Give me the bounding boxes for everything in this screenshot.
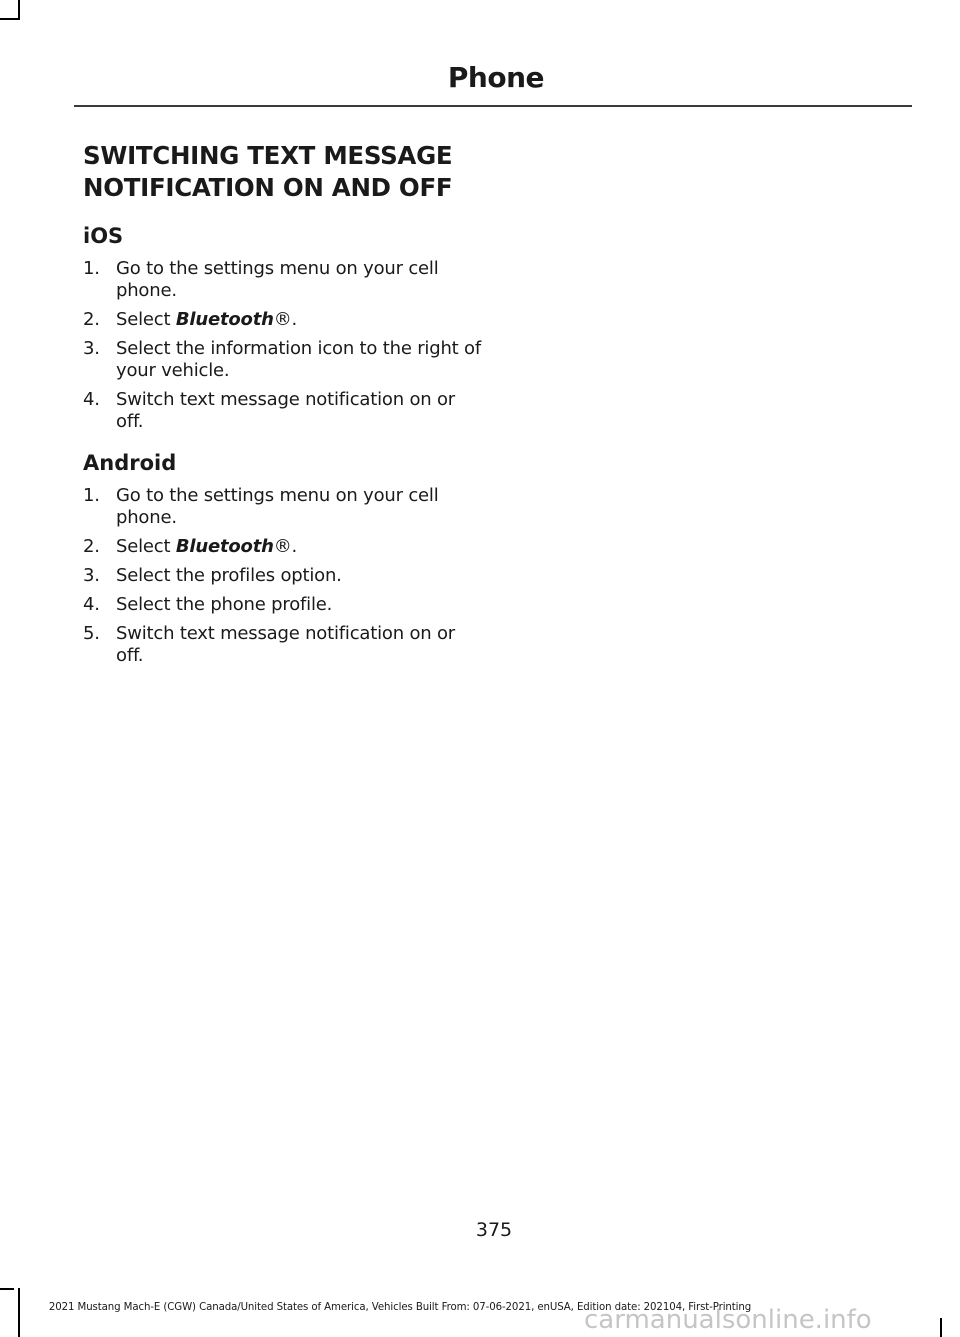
step-number: 2. [83, 309, 100, 330]
list-item [83, 258, 483, 302]
list-item [83, 389, 483, 433]
step-number: 4. [83, 389, 100, 410]
section-title: Phone [447, 61, 544, 94]
step-number: 5. [83, 623, 100, 644]
step-text: Select the information icon to the right of your vehicle. [116, 338, 481, 381]
list-item [83, 485, 483, 529]
step-text: Select the profiles option. [116, 565, 342, 586]
step-text-prefix: Select [116, 309, 176, 330]
page-number: 375 [475, 1219, 513, 1241]
step-text-emphasis: Bluetooth [175, 536, 274, 557]
watermark: carmanualsonline.info [584, 1305, 872, 1335]
step-number: 3. [83, 338, 100, 359]
crop-mark-top-left-horizontal [0, 18, 20, 20]
step-text-emphasis: Bluetooth [175, 309, 274, 330]
ios-heading: iOS [83, 224, 124, 248]
step-text: Select the phone profile. [116, 594, 333, 615]
step-number: 1. [83, 485, 100, 506]
step-number: 3. [83, 565, 100, 586]
list-item [83, 309, 483, 331]
list-item [83, 536, 483, 558]
android-heading: Android [83, 451, 177, 475]
step-text-suffix: ®. [273, 309, 298, 330]
header-divider [74, 105, 912, 107]
edition-footer: 2021 Mustang Mach-E (CGW) Canada/United States of America, Vehicles Built From: 07-06-2021, enUSA, Edition date: 202104, First-Printing [48, 1302, 752, 1313]
step-text: Go to the settings menu on your cell phone. [116, 485, 439, 528]
step-text: Switch text message notification on or off. [116, 623, 455, 666]
ios-steps-list [83, 258, 483, 433]
list-item [83, 594, 483, 616]
step-number: 4. [83, 594, 100, 615]
crop-mark-bottom-left-horizontal [0, 1288, 14, 1290]
step-text: Go to the settings menu on your cell phone. [116, 258, 439, 301]
list-item [83, 565, 483, 587]
step-text-suffix: ®. [273, 536, 298, 557]
main-heading: SWITCHING TEXT MESSAGE NOTIFICATION ON AND OFF [83, 141, 453, 202]
step-text-prefix: Select [116, 536, 176, 557]
step-number: 1. [83, 258, 100, 279]
step-text: Switch text message notification on or off. [116, 389, 455, 432]
list-item [83, 623, 483, 667]
crop-mark-top-left-vertical [18, 0, 20, 20]
main-content [83, 140, 483, 683]
list-item [83, 338, 483, 382]
step-number: 2. [83, 536, 100, 557]
android-steps-list [83, 485, 483, 667]
